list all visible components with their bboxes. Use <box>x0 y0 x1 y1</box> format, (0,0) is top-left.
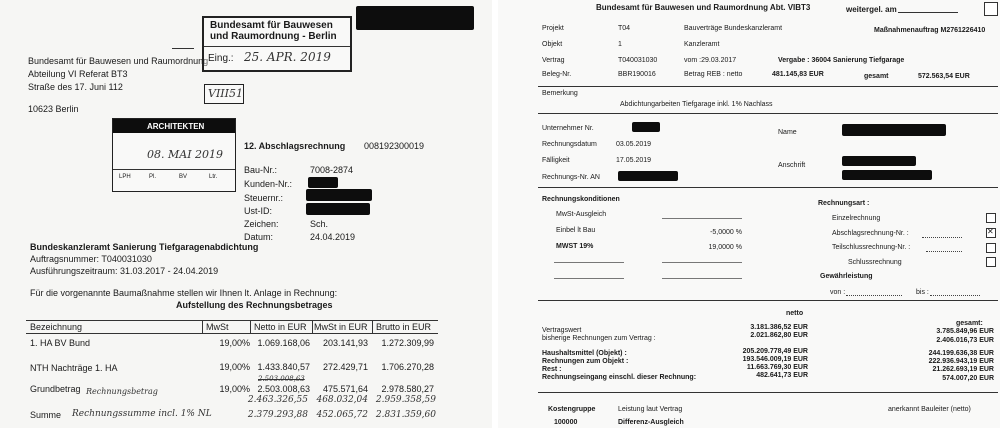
einbehalt-label: Einbel lt Bau <box>556 227 596 234</box>
summe-label: Summe <box>30 410 62 420</box>
arch-cell-3: BV <box>179 174 188 180</box>
rechnungsart-option-3: Teilschlussrechnung-Nr. : <box>832 244 911 251</box>
field-value-zeichen: Sch. <box>310 219 329 229</box>
totals-row-label: Rechnungen zum Objekt : <box>542 358 629 365</box>
row-netto: 2.503.008,63 <box>257 384 310 394</box>
objekt-value: 1 <box>618 41 622 48</box>
row-mwst-eur: 475.571,64 <box>322 384 368 394</box>
receipt-stamp <box>202 16 352 72</box>
handwritten-summe-brutto: 2.831.359,60 <box>375 410 436 420</box>
col-header-mwst-eur: MwSt in EUR <box>314 322 368 332</box>
unternehmer-label: Unternehmer Nr. <box>542 125 594 132</box>
table-top-rule <box>26 320 438 321</box>
arch-stamp-date: 08. MAI 2019 <box>147 148 224 161</box>
col-header-mwst: MwSt <box>206 322 229 332</box>
weitergel-line <box>898 12 958 13</box>
row-name: Grundbetrag <box>30 384 81 394</box>
leistung-label: Leistung laut Vertrag <box>618 406 683 413</box>
row-mwst: 19,00% <box>219 384 250 394</box>
projekt-desc: Bauverträge Bundeskanzleramt <box>684 25 783 32</box>
massnahme: Maßnahmenauftrag M2761226410 <box>874 27 986 34</box>
totals-row-label: Haushaltsmittel (Objekt) : <box>542 350 627 357</box>
arch-cell-4: Ltr. <box>209 174 218 180</box>
vergabe: Vergabe : 36004 Sanierung Tiefgarage <box>778 57 905 64</box>
beleg-label: Beleg-Nr. <box>542 71 572 78</box>
totals-row-gesamt: 21.262.693,19 EUR <box>932 366 994 373</box>
totals-row-gesamt: 574.007,20 EUR <box>942 375 994 382</box>
checkbox-teilschlussrechnung[interactable] <box>986 243 996 253</box>
table-header-rule <box>26 333 438 334</box>
totals-row-label: Rest : <box>542 366 562 373</box>
redaction-top-right <box>356 6 474 30</box>
stamp-divider <box>204 46 350 47</box>
stamp-title-2: und Raumordnung - Berlin <box>210 31 337 42</box>
sender-line-1: Bundesamt für Bauwesen und Raumordnung <box>28 56 209 66</box>
row-mwst-eur: 272.429,71 <box>322 362 368 372</box>
totals-gesamt-label: gesamt: <box>956 320 983 327</box>
konditionen-title: Rechnungskonditionen <box>542 196 620 203</box>
ausfuehrungszeitraum: Ausführungszeitraum: 31.03.2017 - 24.04.2019 <box>30 266 219 276</box>
field-value-bau: 7008-2874 <box>310 165 354 175</box>
arch-stamp-divider <box>113 169 235 170</box>
redaction-anschrift-2 <box>842 170 932 180</box>
anerkannt-label: anerkannt Bauleiter (netto) <box>888 406 971 413</box>
bis-label: bis : <box>916 289 929 296</box>
kostengruppe-code: 100000 <box>554 419 578 426</box>
field-label-ust: Ust-ID: <box>244 206 272 216</box>
field-label-datum: Datum: <box>244 232 274 242</box>
objekt-label: Objekt <box>542 41 563 48</box>
redaction-anschrift-1 <box>842 156 916 166</box>
kond-line-2 <box>662 262 742 263</box>
totals-row-netto: 11.663.769,30 EUR <box>746 364 808 371</box>
vertrag-vom: vom :29.03.2017 <box>684 57 737 64</box>
handwritten-corr-brutto: 2.959.358,59 <box>375 395 436 405</box>
redaction-rechnungsnr <box>618 171 678 181</box>
kond-line-4 <box>662 278 742 279</box>
totals-row-label: Rechnungseingang einschl. dieser Rechnung: <box>542 374 697 381</box>
anschrift-label: Anschrift <box>778 162 806 169</box>
checkbox-einzelrechnung[interactable] <box>986 213 996 223</box>
totals-row-label: bisherige Rechnungen zum Vertrag : <box>542 335 656 342</box>
rechnungsart-option-4: Schlussrechnung <box>848 259 902 266</box>
mwst-label: MWST 19% <box>556 243 594 250</box>
stamp-date: 25. APR. 2019 <box>244 50 331 64</box>
project-title: Bundeskanzleramt Sanierung Tiefgaragenabdichtung <box>30 242 259 252</box>
corner-box <box>984 2 998 16</box>
handwritten-summe-note: Rechnungssumme incl. 1% NL <box>72 409 212 419</box>
rechnungsart-option-2: Abschlagsrechnung-Nr. : <box>832 230 909 237</box>
stamp-title-1: Bundesamt für Bauwesen <box>210 20 333 31</box>
row-name: 1. HA BV Bund <box>30 338 91 348</box>
gesamt-value: 572.563,54 EUR <box>918 73 970 80</box>
field-label-bau: Bau-Nr.: <box>244 165 278 175</box>
redaction-kunden <box>308 177 338 188</box>
table-col-sep-2 <box>250 320 251 333</box>
row-mwst-eur: 203.141,93 <box>322 338 368 348</box>
einbehalt-pct: -5,0000 % <box>710 229 742 236</box>
intro-text: Für die vorgenannte Baumaßnahme stellen wir Ihnen lt. Anlage in Rechnung: <box>30 288 338 298</box>
table-title: Aufstellung des Rechnungsbetrages <box>176 300 333 310</box>
row-brutto: 1.272.309,99 <box>381 338 434 348</box>
table-col-sep-1 <box>202 320 203 333</box>
betrag-netto: 481.145,83 EUR <box>772 71 824 78</box>
arch-cell-2: Pl. <box>149 174 157 180</box>
table-col-sep-4 <box>372 320 373 333</box>
von-label: von : <box>830 289 846 296</box>
mwst-ausgleich-line <box>662 218 742 219</box>
name-label: Name <box>778 129 797 136</box>
checkbox-abschlagsrechnung[interactable] <box>986 228 996 238</box>
totals-row-gesamt: 3.785.849,96 EUR <box>936 328 994 335</box>
faelligkeit-label: Fälligkeit <box>542 157 570 164</box>
projekt-label: Projekt <box>542 25 564 32</box>
totals-row-netto: 193.546.009,19 EUR <box>742 356 808 363</box>
handwritten-grund-note: Rechnungsbetrag <box>86 387 158 396</box>
row-brutto: 1.706.270,28 <box>381 362 434 372</box>
row-netto: 1.069.168,06 <box>257 338 310 348</box>
weitergel-label: weitergel. am <box>846 5 897 14</box>
right-header: Bundesamt für Bauwesen und Raumordnung Abt. VIBT3 <box>596 3 811 12</box>
architekten-stamp <box>112 118 236 192</box>
rechnungsdatum-label: Rechnungsdatum <box>542 141 597 148</box>
totals-row-netto: 482.641,73 EUR <box>756 372 808 379</box>
divider-3 <box>538 187 998 188</box>
field-value-datum: 24.04.2019 <box>310 232 356 242</box>
kond-line-1 <box>554 262 624 263</box>
projekt-value: T04 <box>618 25 631 32</box>
objekt-desc: Kanzleramt <box>684 41 720 48</box>
arch-stamp-title: ARCHITEKTEN <box>147 122 205 131</box>
table-col-sep-3 <box>312 320 313 333</box>
stamp-code: VIII51 <box>208 87 243 100</box>
handwritten-summe-netto: 2.379.293,88 <box>247 410 308 420</box>
handwritten-corr-netto: 2.463.326,55 <box>247 395 308 405</box>
redaction-steuer <box>306 189 372 201</box>
invoice-page-left <box>0 0 492 428</box>
gewaehrleistung-label: Gewährleistung <box>820 273 873 280</box>
redaction-name <box>842 124 946 136</box>
rechnungsdatum-value: 03.05.2019 <box>616 141 652 148</box>
gesamt-label: gesamt <box>864 73 889 80</box>
row-mwst: 19,00% <box>219 362 250 372</box>
invoice-number: 008192300019 <box>364 141 425 151</box>
totals-row-gesamt: 244.199.636,38 EUR <box>928 350 994 357</box>
field-label-kunden: Kunden-Nr.: <box>244 179 293 189</box>
faelligkeit-value: 17.05.2019 <box>616 157 652 164</box>
sender-line-3: Straße des 17. Juni 112 <box>28 82 123 92</box>
row-netto: 1.433.840,57 <box>257 362 310 372</box>
kond-line-3 <box>554 278 624 279</box>
von-line <box>846 295 902 296</box>
stamp-eing-label: Eing.: <box>208 53 234 64</box>
totals-row-gesamt: 2.406.016,73 EUR <box>936 337 994 344</box>
totals-row-netto: 3.181.386,52 EUR <box>750 324 808 331</box>
totals-row-netto: 2.021.862,80 EUR <box>750 332 808 339</box>
checkbox-schlussrechnung[interactable] <box>986 257 996 267</box>
kostengruppe-label: Kostengruppe <box>548 406 596 413</box>
mwst-ausgleich-label: MwSt-Ausgleich <box>556 211 607 218</box>
auftragsnummer: Auftragsnummer: T040031030 <box>30 254 152 264</box>
totals-row-label: Vertragswert <box>542 327 582 334</box>
bemerkung-text: Abdichtungarbeiten Tiefgarage inkl. 1% Nachlass <box>620 101 773 108</box>
row-name: NTH Nachträge 1. HA <box>30 363 118 373</box>
bemerkung-label: Bemerkung <box>542 90 578 97</box>
rechnungsnr-label: Rechnungs-Nr. AN <box>542 174 600 181</box>
field-label-zeichen: Zeichen: <box>244 219 279 229</box>
row-brutto: 2.978.580,27 <box>381 384 434 394</box>
handwritten-corr-mwst: 468.032,04 <box>316 395 368 405</box>
col-header-bezeichnung: Bezeichnung <box>30 322 83 332</box>
betrag-reb: Betrag REB : netto <box>684 71 743 78</box>
handwritten-summe-mwst: 452.065,72 <box>316 410 368 420</box>
vertrag-label: Vertrag <box>542 57 565 64</box>
sender-line-2: Abteilung VI Referat BT3 <box>28 69 128 79</box>
arch-cell-1: LPH <box>119 174 131 180</box>
vertrag-value: T040031030 <box>618 57 658 64</box>
totals-row-gesamt: 222.936.943,19 EUR <box>928 358 994 365</box>
divider-5 <box>538 392 998 393</box>
bis-line <box>930 295 980 296</box>
rechnungsart-title: Rechnungsart : <box>818 200 870 207</box>
beleg-value: BBR190016 <box>618 71 656 78</box>
invoice-title: 12. Abschlagsrechnung <box>244 141 346 151</box>
differenz-label: Differenz-Ausgleich <box>618 419 684 426</box>
invoice-page-right <box>498 0 1000 428</box>
field-label-steuer: Steuernr.: <box>244 193 284 203</box>
stamp-code-box <box>204 84 244 104</box>
mwst-pct: 19,0000 % <box>708 244 742 251</box>
totals-row-netto: 205.209.778,49 EUR <box>742 348 808 355</box>
rechnungsart-option-1: Einzelrechnung <box>832 215 881 222</box>
redaction-ust <box>306 203 370 215</box>
grundbetrag-handwritten-mark: 2.503.008,63 <box>258 375 305 383</box>
address-divider <box>172 48 194 49</box>
divider-2 <box>538 113 998 114</box>
col-header-brutto: Brutto in EUR <box>376 322 432 332</box>
teilschluss-nr-line <box>926 251 962 252</box>
divider-1 <box>538 86 998 87</box>
divider-4 <box>538 300 998 301</box>
redaction-unternehmer <box>632 122 660 132</box>
col-header-netto: Netto in EUR <box>254 322 307 332</box>
row-mwst: 19,00% <box>219 338 250 348</box>
totals-netto-label: netto <box>786 310 804 317</box>
sender-line-4: 10623 Berlin <box>28 104 79 114</box>
abschlag-nr-line <box>922 237 962 238</box>
